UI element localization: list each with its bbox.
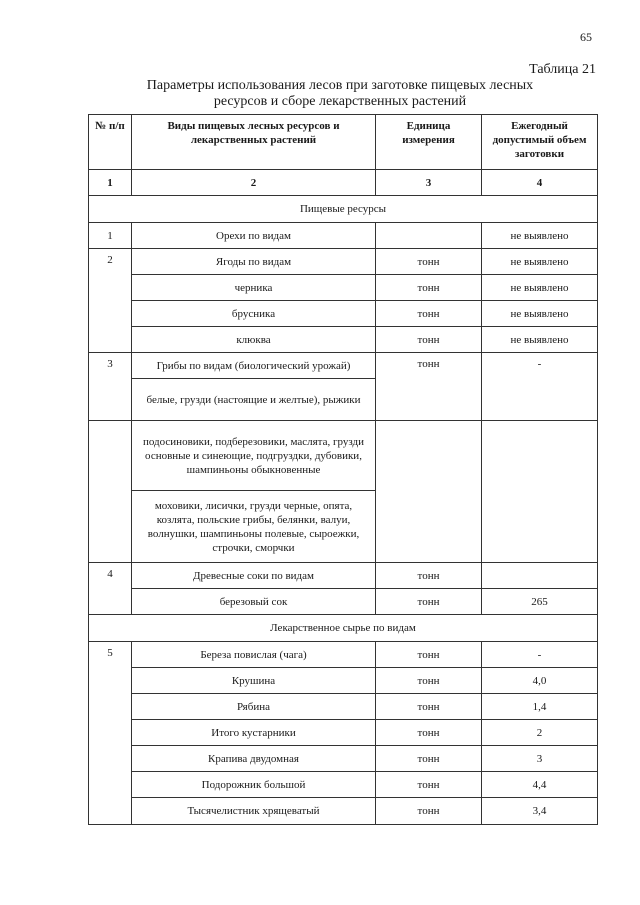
- table-row: [89, 301, 598, 327]
- row-name: Грибы по видам (биологический урожай): [132, 353, 376, 379]
- row-name: белые, грузди (настоящие и желтые), рыжики: [132, 379, 376, 421]
- header-row: [89, 115, 598, 170]
- row-name: Древесные соки по видам: [132, 563, 376, 589]
- row-unit: тонн: [376, 275, 482, 301]
- row-volume: 1,4: [482, 694, 598, 720]
- row-unit: тонн: [376, 563, 482, 589]
- header-volume: Ежегодный допустимый объем заготовки: [482, 115, 598, 170]
- row-unit: тонн: [376, 746, 482, 772]
- table-row: [89, 327, 598, 353]
- row-unit: тонн: [376, 589, 482, 615]
- table-row: [89, 249, 598, 275]
- row-unit: тонн: [376, 798, 482, 825]
- row-volume: 4,0: [482, 668, 598, 694]
- row-num: 1: [89, 223, 132, 249]
- row-volume: 3: [482, 746, 598, 772]
- row-name: Ягоды по видам: [132, 249, 376, 275]
- row-num: 2: [89, 249, 132, 353]
- row-unit-empty: [376, 421, 482, 563]
- column-number-row: [89, 170, 598, 196]
- row-unit: тонн: [376, 249, 482, 275]
- table-row: [89, 668, 598, 694]
- section-medicinal: Лекарственное сырье по видам: [89, 615, 598, 642]
- section-row-food: [89, 196, 598, 223]
- table-row: [89, 772, 598, 798]
- row-unit: тонн: [376, 668, 482, 694]
- row-name: Рябина: [132, 694, 376, 720]
- column-number: 1: [89, 170, 132, 196]
- row-name: моховики, лисички, грузди черные, опята, козлята, польские грибы, белянки, валуи, волнушки, шампиньоны полевые, сыроежки, строчки, сморчки: [132, 491, 376, 563]
- row-name: клюква: [132, 327, 376, 353]
- row-unit: тонн: [376, 772, 482, 798]
- table-title-line2: ресурсов и сборе лекарственных растений: [213, 94, 467, 109]
- row-num: 4: [89, 563, 132, 615]
- row-name: черника: [132, 275, 376, 301]
- row-unit: тонн: [376, 301, 482, 327]
- row-unit: тонн: [376, 720, 482, 746]
- row-name: Итого кустарники: [132, 720, 376, 746]
- row-volume: 265: [482, 589, 598, 615]
- row-volume: 2: [482, 720, 598, 746]
- row-num: 3: [89, 353, 132, 421]
- table-row: [89, 275, 598, 301]
- row-unit: [376, 223, 482, 249]
- parameters-table: [88, 114, 598, 825]
- row-num: 5: [89, 642, 132, 825]
- header-unit: Единица измерения: [376, 115, 482, 170]
- row-unit: тонн: [376, 353, 482, 421]
- table-label: Таблица 21: [529, 62, 596, 77]
- row-name: Крушина: [132, 668, 376, 694]
- row-volume: не выявлено: [482, 223, 598, 249]
- table-row: [89, 223, 598, 249]
- page-number: 65: [580, 30, 592, 44]
- table-title: [100, 78, 580, 110]
- section-row-medicinal: [89, 615, 598, 642]
- column-number: 2: [132, 170, 376, 196]
- table-row: [89, 563, 598, 589]
- column-number: 4: [482, 170, 598, 196]
- table-row: [89, 421, 598, 491]
- row-unit: тонн: [376, 327, 482, 353]
- row-name: Крапива двудомная: [132, 746, 376, 772]
- row-volume: [482, 563, 598, 589]
- row-name: Береза повислая (чага): [132, 642, 376, 668]
- row-name: Тысячелистник хрящеватый: [132, 798, 376, 825]
- row-unit: тонн: [376, 694, 482, 720]
- table-row: [89, 746, 598, 772]
- section-food: Пищевые ресурсы: [89, 196, 598, 223]
- row-name: брусника: [132, 301, 376, 327]
- row-volume: не выявлено: [482, 275, 598, 301]
- row-volume-empty: [482, 421, 598, 563]
- header-num: № п/п: [89, 115, 132, 170]
- row-volume: 3,4: [482, 798, 598, 825]
- table-title-line1: Параметры использования лесов при заготовке пищевых лесных: [146, 78, 534, 93]
- table-row: [89, 720, 598, 746]
- row-name: подосиновики, подберезовики, маслята, грузди основные и синеющие, подгруздки, дубовики, шампиньоны обыкновенные: [132, 421, 376, 491]
- row-name: Орехи по видам: [132, 223, 376, 249]
- table-row: [89, 694, 598, 720]
- table-row: [89, 353, 598, 379]
- table-row: [89, 798, 598, 825]
- row-volume: не выявлено: [482, 327, 598, 353]
- row-name: Подорожник большой: [132, 772, 376, 798]
- row-num-empty: [89, 421, 132, 563]
- row-name: березовый сок: [132, 589, 376, 615]
- header-type: Виды пищевых лесных ресурсов и лекарственных растений: [132, 115, 376, 170]
- column-number: 3: [376, 170, 482, 196]
- row-unit: тонн: [376, 642, 482, 668]
- table-row: [89, 642, 598, 668]
- row-volume: -: [482, 353, 598, 421]
- row-volume: 4,4: [482, 772, 598, 798]
- table-row: [89, 589, 598, 615]
- row-volume: -: [482, 642, 598, 668]
- row-volume: не выявлено: [482, 249, 598, 275]
- row-volume: не выявлено: [482, 301, 598, 327]
